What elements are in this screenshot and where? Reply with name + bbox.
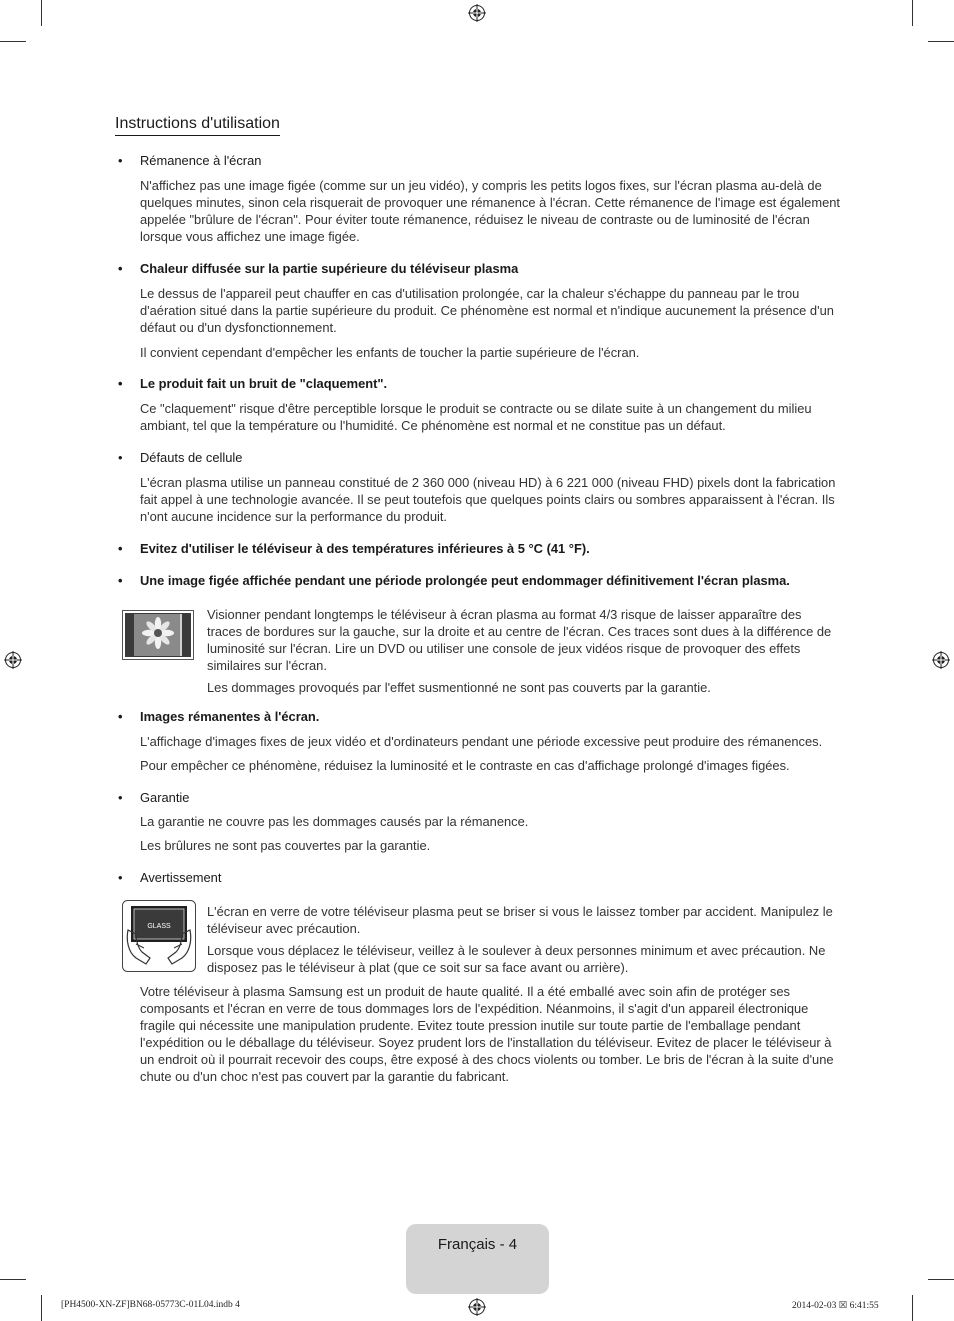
crop-mark-bottom-right-v <box>912 1295 913 1321</box>
item-paragraph: N'affichez pas une image figée (comme sur un jeu vidéo), y compris les petits logos fixes, sur l'écran plasma au-delà de quelques minutes, sinon cela risquerait de provoquer une rémanence à l'écran. Cette rémanence de l'image est également appelée "brûlure de l'écran". Pour éviter toute rémanence, réduisez le niveau de contraste ou de luminosité de l'écran lorsque vous affichez une image figée. <box>140 178 840 244</box>
section-title: Instructions d'utilisation <box>115 114 280 136</box>
print-slug-right: 2014-02-03 ☒ 6:41:55 <box>792 1301 879 1311</box>
item-heading: • Rémanence à l'écran <box>118 153 262 168</box>
item-paragraph: L'affichage d'images fixes de jeux vidéo et d'ordinateurs pendant une période excessive peut produire des rémanences. <box>140 734 823 749</box>
item-paragraph: Les dommages provoqués par l'effet susmentionné ne sont pas couverts par la garantie. <box>207 680 711 695</box>
page-number-tab <box>406 1224 549 1294</box>
item-paragraph: L'écran plasma utilise un panneau constitué de 2 360 000 (niveau HD) à 6 221 000 (niveau FHD) pixels dont la fabrication fait appel à une technologie avancée. Il se peut toutefois que quelques points clairs ou sombres apparaissent à l'écran. Ils n'ont aucune incidence sur la performance du produit. <box>140 475 836 524</box>
item-heading: • Chaleur diffusée sur la partie supérieure du téléviseur plasma <box>118 261 519 276</box>
item-paragraph: Ce "claquement" risque d'être perceptible lorsque le produit se contracte ou se dilate suite à un changement du milieu ambiant, tel que la température ou l'humidité. Ce phénomène est normal et ne constitue pas un défaut. <box>140 401 812 433</box>
item-heading: • Images rémanentes à l'écran. <box>118 709 320 724</box>
crop-mark-bottom-right-h <box>928 1279 954 1280</box>
instructions-body <box>118 152 840 1085</box>
list-item <box>118 708 840 774</box>
list-item <box>118 789 840 854</box>
crop-mark-top-right-v <box>912 0 913 26</box>
item-paragraph: Lorsque vous déplacez le téléviseur, veillez à le soulever à deux personnes minimum et avec précaution. Ne disposez pas le téléviseur à plat (que ce soit sur sa face avant ou arrière). <box>207 943 826 975</box>
crop-mark-bottom-left-v <box>41 1295 42 1321</box>
page-number: Français - 4 <box>437 1236 518 1253</box>
list-item <box>118 152 840 245</box>
item-paragraph: La garantie ne couvre pas les dommages causés par la rémanence. <box>140 814 529 829</box>
item-heading: • Une image figée affichée pendant une période prolongée peut endommager définitivement l'écran plasma. <box>118 573 790 588</box>
item-paragraph: Les brûlures ne sont pas couvertes par la garantie. <box>140 838 431 853</box>
registration-mark-icon <box>468 1298 486 1316</box>
item-paragraph: Il convient cependant d'empêcher les enfants de toucher la partie supérieure de l'écran. <box>140 345 640 360</box>
glass-tv-hands-icon <box>122 900 196 976</box>
registration-mark-icon <box>4 651 22 669</box>
list-item <box>118 540 840 557</box>
item-paragraph: Votre téléviseur à plasma Samsung est un produit de haute qualité. Il a été emballé avec soin afin de protéger ses composants et l'écran en verre de tous dommages lors de l'expédition. Néanmoins, il s'agit d'un appareil électronique fragile qui nécessite une manipulation prudente. Evitez toute pression inutile sur toute partie de l'emballage pendant l'expédition ou le déballage du téléviseur. Soyez prudent lors de l'installation du téléviseur. Evitez de placer le téléviseur à un endroit où il pourrait recevoir des coups, être exposé à des chocs violents ou tomber. Le bris de l'écran à la suite d'une chute ou d'un choc n'est pas couvert par la garantie du fabricant. <box>140 984 834 1084</box>
item-paragraph: L'écran en verre de votre téléviseur plasma peut se briser si vous le laissez tomber par accident. Manipulez le téléviseur avec précaution. <box>207 904 833 936</box>
crop-mark-bottom-left-h <box>0 1279 26 1280</box>
item-heading: • Le produit fait un bruit de "claquement". <box>118 376 388 391</box>
item-paragraph: Le dessus de l'appareil peut chauffer en cas d'utilisation prolongée, car la chaleur s'échappe du panneau par le trou d'aération situé dans la partie supérieure du produit. Ce phénomène est normal et n'indique aucunement la présence d'un défaut ou d'un dysfonctionnement. <box>140 286 834 335</box>
svg-text:GLASS: GLASS <box>147 923 171 930</box>
item-heading: • Garantie <box>118 790 190 805</box>
item-paragraph: Visionner pendant longtemps le téléviseur à écran plasma au format 4/3 risque de laisser apparaître des traces de bordures sur la gauche, sur la droite et au centre de l'écran. Ces traces sont dues à la différence de luminosité sur l'écran. Lire un DVD ou utiliser une console de jeux vidéos risque de provoquer des effets similaires sur l'écran. <box>207 607 832 673</box>
list-item <box>118 869 840 1085</box>
tv-flower-4-3-icon <box>122 610 194 664</box>
item-heading: • Evitez d'utiliser le téléviseur à des températures inférieures à 5 °C (41 °F). <box>118 541 590 556</box>
registration-mark-icon <box>932 651 950 669</box>
item-heading: • Défauts de cellule <box>118 450 243 465</box>
crop-mark-top-left-h <box>0 41 26 42</box>
list-item <box>118 449 840 525</box>
item-heading: • Avertissement <box>118 870 222 885</box>
crop-mark-top-left-v <box>41 0 42 26</box>
list-item <box>118 375 840 434</box>
item-paragraph: Pour empêcher ce phénomène, réduisez la luminosité et le contraste en cas d'affichage prolongé d'images figées. <box>140 758 790 773</box>
list-item <box>118 260 840 361</box>
crop-mark-top-right-h <box>928 41 954 42</box>
icon-note <box>118 606 840 696</box>
registration-mark-icon <box>468 4 486 22</box>
list-item <box>118 572 840 696</box>
icon-note <box>118 903 840 976</box>
print-slug-left: [PH4500-XN-ZF]BN68-05773C-01L04.indb 4 <box>61 1300 240 1310</box>
